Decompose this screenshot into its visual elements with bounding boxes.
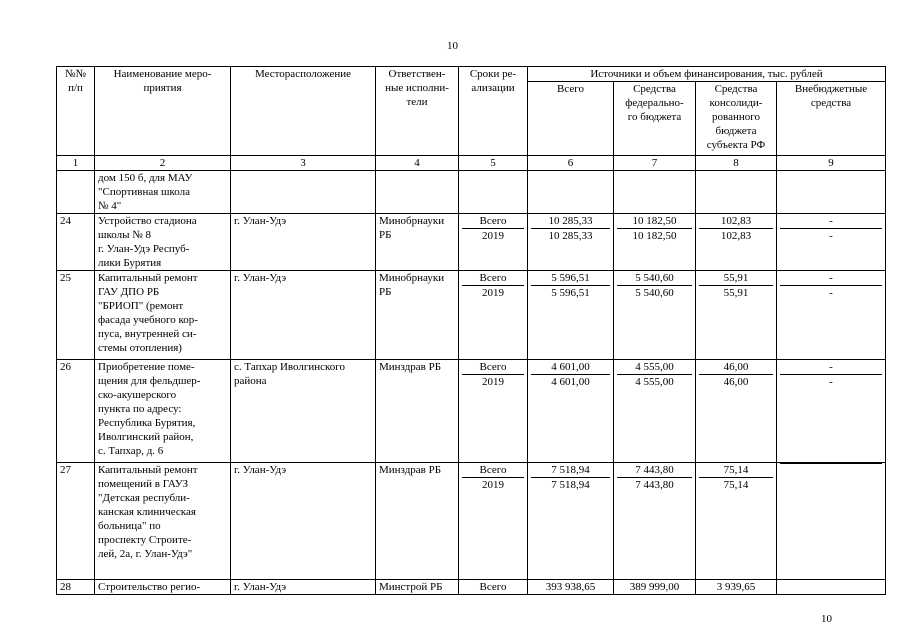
row-executors bbox=[376, 360, 459, 463]
page-number-top: 10 bbox=[447, 40, 458, 52]
header-extrabudget-line: Внебюджетные bbox=[794, 83, 868, 95]
row-executors bbox=[376, 463, 459, 580]
row-federal: 7 443,80 bbox=[635, 479, 674, 491]
row-federal: 5 540,60 bbox=[635, 287, 674, 299]
continuation-row bbox=[57, 171, 886, 214]
row-period-cell bbox=[459, 580, 528, 595]
row-executor-line: Минздрав РБ bbox=[379, 361, 442, 373]
row-total: 10 285,33 bbox=[531, 214, 610, 229]
header-location: Месторасположение bbox=[231, 67, 376, 156]
row-regional-cell bbox=[696, 360, 777, 463]
row-period: Всего bbox=[479, 581, 507, 593]
table-row bbox=[57, 580, 886, 595]
row-period: Всего bbox=[462, 271, 524, 286]
row-name-line: ГАУ ДПО РБ bbox=[98, 286, 160, 298]
row-name-line: г. Улан-Удэ Респуб- bbox=[98, 243, 190, 255]
row-federal: 10 182,50 bbox=[617, 214, 692, 229]
header-name-line: Наименование меро- bbox=[113, 68, 212, 80]
row-executors bbox=[376, 214, 459, 271]
row-name bbox=[95, 463, 231, 580]
header-executors-line: ные исполни- bbox=[385, 82, 449, 94]
header-name-line: приятия bbox=[143, 82, 182, 94]
header-period-line: ализации bbox=[471, 82, 515, 94]
cell-empty bbox=[777, 171, 886, 214]
row-federal: 4 555,00 bbox=[617, 360, 692, 375]
row-extrabudget bbox=[780, 463, 882, 464]
header-number bbox=[57, 67, 95, 156]
row-name bbox=[95, 271, 231, 360]
row-executor-line: РБ bbox=[379, 286, 392, 298]
row-name-line: Строительство регио- bbox=[98, 581, 201, 593]
row-period-cell bbox=[459, 214, 528, 271]
column-number: 8 bbox=[696, 156, 777, 171]
row-extrabudget-cell bbox=[777, 214, 886, 271]
row-total-cell bbox=[528, 580, 614, 595]
row-total: 5 596,51 bbox=[531, 271, 610, 286]
row-executor-line: Минздрав РБ bbox=[379, 464, 442, 476]
row-total: 4 601,00 bbox=[551, 376, 590, 388]
table-row bbox=[57, 271, 886, 360]
row-regional-cell bbox=[696, 214, 777, 271]
row-federal-cell bbox=[614, 360, 696, 463]
column-number: 9 bbox=[777, 156, 886, 171]
row-location: г. Улан-Удэ bbox=[231, 271, 376, 360]
row-regional: 46,00 bbox=[699, 360, 773, 375]
row-name-line: Приобретение поме- bbox=[98, 361, 195, 373]
row-name bbox=[95, 360, 231, 463]
row-name-line: Республика Бурятия, bbox=[98, 417, 196, 429]
row-name-line: больница" по bbox=[98, 520, 161, 532]
row-name-line: пуса, внутренней си- bbox=[98, 328, 197, 340]
header-federal-line: го бюджета bbox=[627, 111, 682, 123]
row-total-cell bbox=[528, 271, 614, 360]
column-number: 6 bbox=[528, 156, 614, 171]
row-federal: 4 555,00 bbox=[635, 376, 674, 388]
row-total: 7 518,94 bbox=[551, 479, 590, 491]
table-row bbox=[57, 463, 886, 580]
row-total-cell bbox=[528, 214, 614, 271]
row-executor-line: Минстрой РБ bbox=[379, 581, 443, 593]
header-number-text: №№ п/п bbox=[65, 68, 86, 94]
row-federal: 10 182,50 bbox=[632, 230, 677, 242]
cell-empty bbox=[614, 171, 696, 214]
row-extrabudget-cell bbox=[777, 580, 886, 595]
row-executor-line: Минобрнауки bbox=[379, 215, 445, 227]
row-total: 4 601,00 bbox=[531, 360, 610, 375]
header-period-line: Сроки ре- bbox=[469, 68, 517, 80]
row-regional: 55,91 bbox=[699, 271, 773, 286]
row-extrabudget: - bbox=[780, 360, 882, 375]
header-regional-line: Средства bbox=[714, 83, 758, 95]
row-name-line: ско-акушерского bbox=[98, 389, 177, 401]
row-name-line: школы № 8 bbox=[98, 229, 151, 241]
row-number: 25 bbox=[57, 271, 95, 360]
row-name-line: стемы отопления) bbox=[98, 342, 182, 354]
row-executor-line: Минобрнауки bbox=[379, 272, 445, 284]
column-number: 5 bbox=[459, 156, 528, 171]
column-number: 1 bbox=[57, 156, 95, 171]
row-period: Всего bbox=[462, 463, 524, 478]
continuation-name-line: № 4" bbox=[98, 200, 122, 212]
row-regional: 3 939,65 bbox=[716, 581, 756, 593]
row-regional-cell bbox=[696, 271, 777, 360]
table-row bbox=[57, 360, 886, 463]
row-name-line: лей, 2а, г. Улан-Удэ" bbox=[98, 548, 193, 560]
row-extrabudget-cell bbox=[777, 271, 886, 360]
header-name bbox=[95, 67, 231, 156]
row-name bbox=[95, 580, 231, 595]
row-name-line: "Детская республи- bbox=[98, 492, 190, 504]
row-period: 2019 bbox=[482, 287, 504, 299]
header-regional-line: бюджета bbox=[715, 125, 757, 137]
header-regional bbox=[696, 82, 777, 156]
row-name-line: с. Тапхар, д. 6 bbox=[98, 445, 164, 457]
cell-empty bbox=[528, 171, 614, 214]
row-period: Всего bbox=[462, 360, 524, 375]
row-number: 27 bbox=[57, 463, 95, 580]
column-number: 3 bbox=[231, 156, 376, 171]
row-federal-cell bbox=[614, 463, 696, 580]
row-name-line: канская клиническая bbox=[98, 506, 196, 518]
row-period-cell bbox=[459, 463, 528, 580]
row-regional: 46,00 bbox=[723, 376, 749, 388]
row-extrabudget: - bbox=[829, 376, 833, 388]
row-name-line: проспекту Строите- bbox=[98, 534, 192, 546]
row-regional: 102,83 bbox=[720, 230, 752, 242]
row-extrabudget-cell bbox=[777, 360, 886, 463]
row-total: 393 938,65 bbox=[545, 581, 596, 593]
column-number: 7 bbox=[614, 156, 696, 171]
cell-empty bbox=[459, 171, 528, 214]
header-federal bbox=[614, 82, 696, 156]
cell-empty bbox=[231, 171, 376, 214]
row-name-line: лики Бурятия bbox=[98, 257, 162, 269]
cell-empty bbox=[57, 171, 95, 214]
row-total: 10 285,33 bbox=[548, 230, 593, 242]
row-name-line: Капитальный ремонт bbox=[98, 272, 198, 284]
header-regional-line: субъекта РФ bbox=[706, 139, 766, 151]
row-regional: 55,91 bbox=[723, 287, 749, 299]
row-extrabudget: - bbox=[829, 230, 833, 242]
header-federal-line: Средства bbox=[633, 83, 676, 95]
row-location: г. Улан-Удэ bbox=[231, 463, 376, 580]
page-number-bottom: 10 bbox=[821, 613, 832, 625]
row-executor-line: РБ bbox=[379, 229, 392, 241]
table-row bbox=[57, 214, 886, 271]
header-period bbox=[459, 67, 528, 156]
continuation-name-line: "Спортивная школа bbox=[98, 186, 191, 198]
column-number: 2 bbox=[95, 156, 231, 171]
continuation-name-line: дом 150 б, для МАУ bbox=[98, 172, 193, 184]
row-location: г. Улан-Удэ bbox=[231, 580, 376, 595]
header-extrabudget-line: средства bbox=[810, 97, 852, 109]
row-name-line: Капитальный ремонт bbox=[98, 464, 198, 476]
row-name-line: Иволгинский район, bbox=[98, 431, 194, 443]
row-location-line: с. Тапхар Иволгинского bbox=[234, 361, 346, 373]
header-extrabudget bbox=[777, 82, 886, 156]
continuation-name bbox=[95, 171, 231, 214]
header-executors bbox=[376, 67, 459, 156]
row-period: 2019 bbox=[482, 230, 504, 242]
row-period-cell bbox=[459, 271, 528, 360]
row-regional-cell bbox=[696, 463, 777, 580]
row-federal-cell bbox=[614, 580, 696, 595]
row-extrabudget: - bbox=[780, 214, 882, 229]
row-total-cell bbox=[528, 360, 614, 463]
header-row-1 bbox=[57, 67, 886, 82]
row-name-line: пункта по адресу: bbox=[98, 403, 182, 415]
column-numbers-row bbox=[57, 156, 886, 171]
row-total: 7 518,94 bbox=[531, 463, 610, 478]
row-executors bbox=[376, 271, 459, 360]
row-extrabudget: - bbox=[780, 271, 882, 286]
header-total: Всего bbox=[528, 82, 614, 156]
row-federal-cell bbox=[614, 271, 696, 360]
row-period: Всего bbox=[462, 214, 524, 229]
column-number: 4 bbox=[376, 156, 459, 171]
row-name-line: Устройство стадиона bbox=[98, 215, 197, 227]
header-executors-line: тели bbox=[406, 96, 428, 108]
row-federal: 7 443,80 bbox=[617, 463, 692, 478]
row-name-line: "БРИОП" (ремонт bbox=[98, 300, 184, 312]
header-financing-group: Источники и объем финансирования, тыс. рублей bbox=[528, 67, 886, 82]
row-regional-cell bbox=[696, 580, 777, 595]
row-location bbox=[231, 360, 376, 463]
row-period-cell bbox=[459, 360, 528, 463]
cell-empty bbox=[696, 171, 777, 214]
row-location-line: района bbox=[234, 375, 267, 387]
financing-table bbox=[56, 66, 886, 595]
row-regional: 102,83 bbox=[699, 214, 773, 229]
row-regional: 75,14 bbox=[699, 463, 773, 478]
row-regional: 75,14 bbox=[723, 479, 749, 491]
row-number: 24 bbox=[57, 214, 95, 271]
row-executors bbox=[376, 580, 459, 595]
row-name-line: щения для фельдшер- bbox=[98, 375, 201, 387]
header-federal-line: федерально- bbox=[625, 97, 684, 109]
header-executors-line: Ответствен- bbox=[388, 68, 446, 80]
row-name-line: помещений в ГАУЗ bbox=[98, 478, 189, 490]
row-name-line: фасада учебного кор- bbox=[98, 314, 198, 326]
row-total-cell bbox=[528, 463, 614, 580]
row-number: 28 bbox=[57, 580, 95, 595]
row-federal: 5 540,60 bbox=[617, 271, 692, 286]
row-extrabudget: - bbox=[829, 287, 833, 299]
row-number: 26 bbox=[57, 360, 95, 463]
row-period: 2019 bbox=[482, 479, 504, 491]
row-name bbox=[95, 214, 231, 271]
row-extrabudget-cell bbox=[777, 463, 886, 580]
cell-empty bbox=[376, 171, 459, 214]
row-federal-cell bbox=[614, 214, 696, 271]
row-federal: 389 999,00 bbox=[629, 581, 680, 593]
header-regional-line: консолиди- bbox=[709, 97, 763, 109]
header-regional-line: рованного bbox=[712, 111, 760, 123]
row-total: 5 596,51 bbox=[551, 287, 590, 299]
row-period: 2019 bbox=[482, 376, 504, 388]
row-location: г. Улан-Удэ bbox=[231, 214, 376, 271]
